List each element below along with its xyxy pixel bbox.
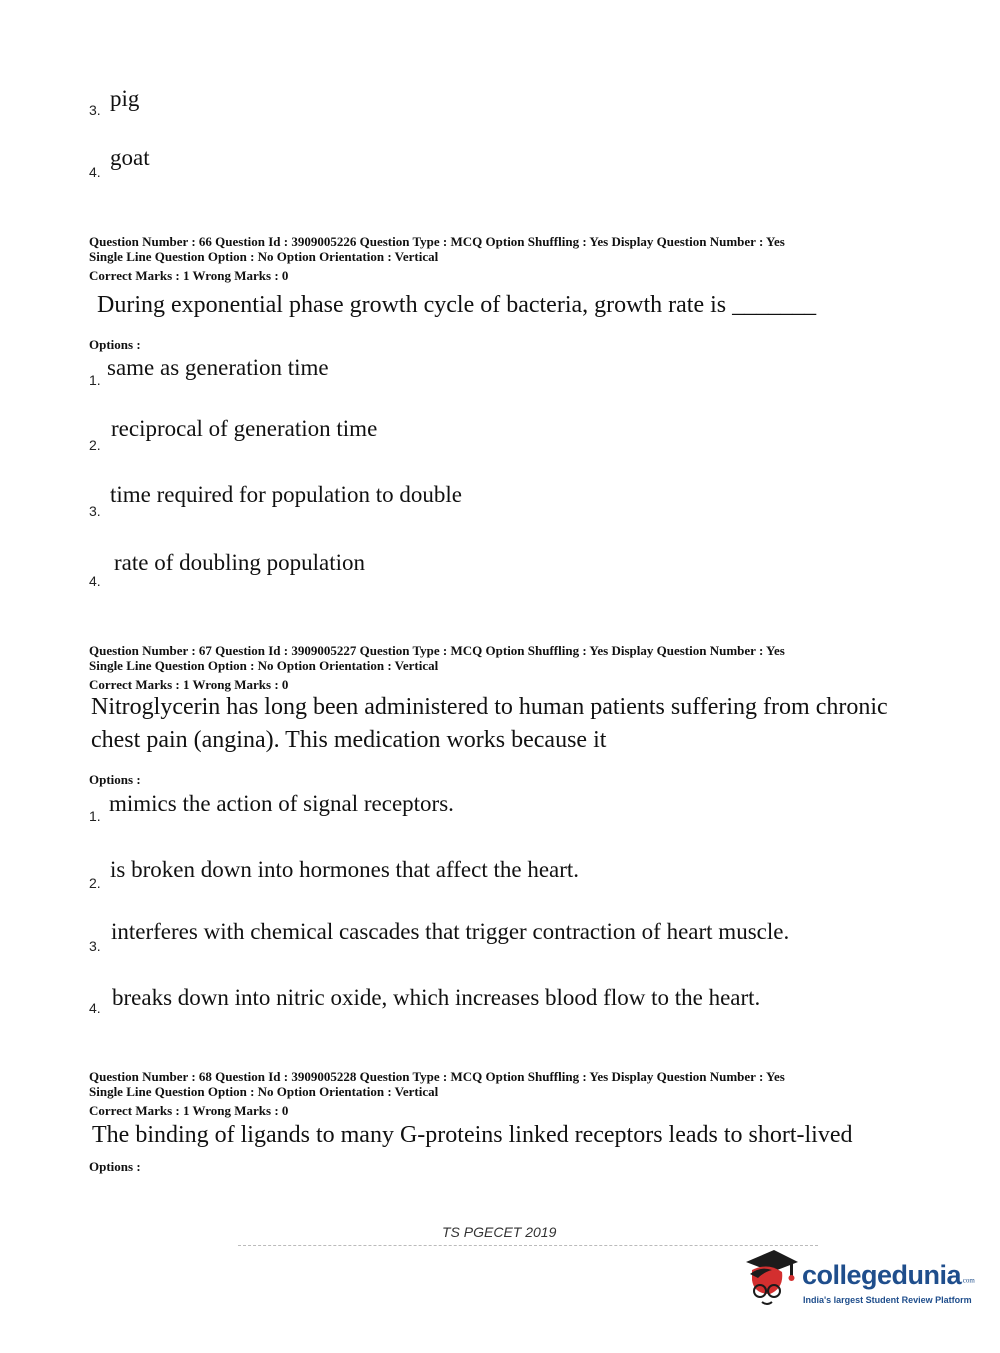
option-number: 3. — [89, 503, 101, 519]
question-marks: Correct Marks : 1 Wrong Marks : 0 — [89, 1103, 289, 1118]
question-text: The binding of ligands to many G-proteins linked receptors leads to short-lived — [92, 1122, 853, 1148]
question-meta — [89, 1069, 785, 1099]
option-text: is broken down into hormones that affect the heart. — [110, 857, 580, 882]
question-text: Nitroglycerin has long been administered to human patients suffering from chronic chest pain (angina). This medication works because it — [91, 694, 888, 753]
question-marks: Correct Marks : 1 Wrong Marks : 0 — [89, 677, 289, 692]
option-text: mimics the action of signal receptors. — [109, 791, 454, 816]
option-number: 3. — [89, 938, 101, 954]
options-label: Options : — [89, 772, 141, 787]
question-meta-line1: Question Number : 68 Question Id : 3909005228 Question Type : MCQ Option Shuffling : Yes Display Question Number : Yes — [89, 1069, 785, 1084]
question-meta-line2: Single Line Question Option : No Option Orientation : Vertical — [89, 1084, 439, 1099]
brand-name: collegedunia — [802, 1260, 962, 1290]
option-number: 1. — [89, 372, 101, 388]
question-meta — [89, 234, 785, 264]
option-text: same as generation time — [107, 355, 329, 380]
question-meta-line2: Single Line Question Option : No Option Orientation : Vertical — [89, 658, 439, 673]
option-text: interferes with chemical cascades that trigger contraction of heart muscle. — [111, 919, 790, 944]
question-meta-line2: Single Line Question Option : No Option Orientation : Vertical — [89, 249, 439, 264]
option-text: goat — [110, 145, 150, 170]
option-text: breaks down into nitric oxide, which increases blood flow to the heart. — [112, 985, 761, 1010]
question-meta — [89, 643, 785, 673]
question-text: During exponential phase growth cycle of bacteria, growth rate is _______ — [97, 292, 817, 318]
question-meta-line1: Question Number : 66 Question Id : 3909005226 Question Type : MCQ Option Shuffling : Yes Display Question Number : Yes — [89, 234, 785, 249]
question-marks: Correct Marks : 1 Wrong Marks : 0 — [89, 268, 289, 283]
option-number: 4. — [89, 1000, 101, 1016]
brand-suffix: .com — [961, 1276, 975, 1285]
option-number: 4. — [89, 573, 101, 589]
question-meta-line1: Question Number : 67 Question Id : 3909005227 Question Type : MCQ Option Shuffling : Yes Display Question Number : Yes — [89, 643, 785, 658]
option-text: reciprocal of generation time — [111, 416, 378, 441]
exam-footer: TS PGECET 2019 — [442, 1224, 557, 1240]
footer-divider — [238, 1245, 818, 1246]
graduate-mascot-icon — [740, 1248, 800, 1310]
brand-logo — [802, 1260, 975, 1291]
option-text: time required for population to double — [110, 482, 462, 507]
options-label: Options : — [89, 1159, 141, 1174]
option-number: 1. — [89, 808, 101, 824]
option-number: 3. — [89, 102, 101, 118]
option-number: 2. — [89, 437, 101, 453]
option-text: rate of doubling population — [114, 550, 366, 575]
brand-tagline: India's largest Student Review Platform — [803, 1295, 972, 1305]
option-text: pig — [110, 86, 140, 111]
option-number: 2. — [89, 875, 101, 891]
option-number: 4. — [89, 164, 101, 180]
options-label: Options : — [89, 337, 141, 352]
